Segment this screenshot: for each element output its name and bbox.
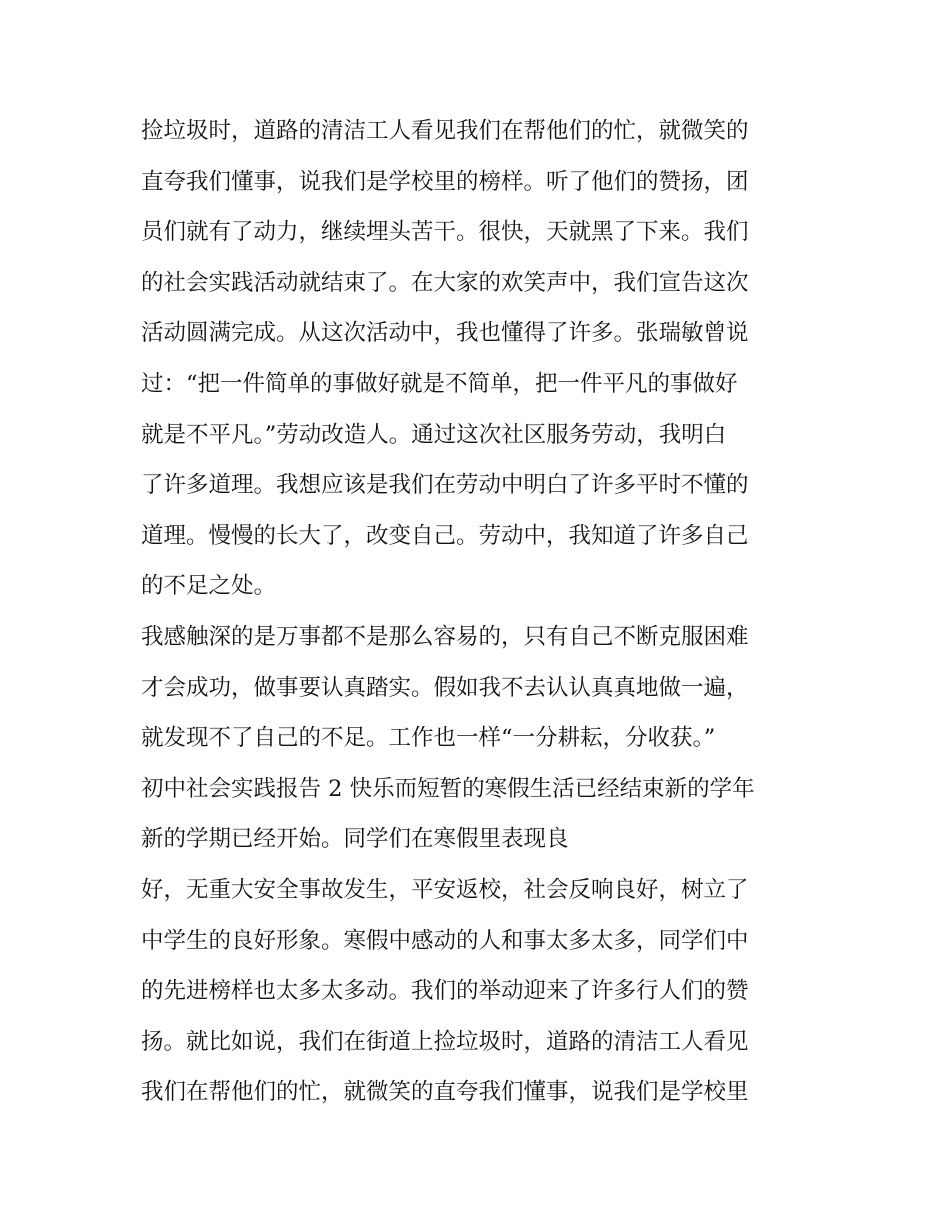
- text-line: 捡垃圾时，道路的清洁工人看见我们在帮他们的忙，就微笑的: [141, 118, 749, 144]
- text-line: 新的学期已经开始。同学们在寒假里表现良: [141, 826, 569, 853]
- text-line: 我们在帮他们的忙，就微笑的直夸我们懂事，说我们是学校里: [141, 1079, 749, 1106]
- text-line: 的先进榜样也太多太多动。我们的举动迎来了许多行人们的赞: [141, 978, 749, 1005]
- text-line: 好，无重大安全事故发生，平安返校，社会反响良好，树立了: [141, 876, 749, 903]
- text-line: 扬。就比如说，我们在街道上捡垃圾时，道路的清洁工人看见: [141, 1028, 749, 1055]
- text-line: 就是不平凡。”劳动改造人。通过这次社区服务劳动，我明白: [141, 421, 727, 448]
- text-line: 直夸我们懂事，说我们是学校里的榜样。听了他们的赞扬，团: [141, 168, 749, 195]
- text-line: 我感触深的是万事都不是那么容易的，只有自己不断克服困难: [141, 623, 749, 650]
- text-line: 才会成功，做事要认真踏实。假如我不去认认真真地做一遍，: [141, 674, 749, 701]
- body-text: [141, 106, 821, 1118]
- text-line: 道理。慢慢的长大了，改变自己。劳动中，我知道了许多自己: [141, 522, 749, 549]
- text-line: 中学生的良好形象。寒假中感动的人和事太多太多，同学们中: [141, 927, 749, 954]
- text-line: 了许多道理。我想应该是我们在劳动中明白了许多平时不懂的: [141, 472, 749, 499]
- text-line: 的不足之处。: [141, 573, 277, 600]
- text-line: 过：“把一件简单的事做好就是不简单，把一件平凡的事做好: [141, 370, 738, 397]
- text-line: 员们就有了动力，继续埋头苦干。很快，天就黑了下来。我们: [141, 219, 749, 246]
- text-line: 初中社会实践报告 2 快乐而短暂的寒假生活已经结束新的学年: [141, 775, 755, 802]
- text-line: 的社会实践活动就结束了。在大家的欢笑声中，我们宣告这次: [141, 269, 749, 296]
- text-line: 就发现不了自己的不足。工作也一样“一分耕耘，分收获。”: [141, 725, 716, 752]
- text-line: 活动圆满完成。从这次活动中，我也懂得了许多。张瑞敏曾说: [141, 320, 749, 347]
